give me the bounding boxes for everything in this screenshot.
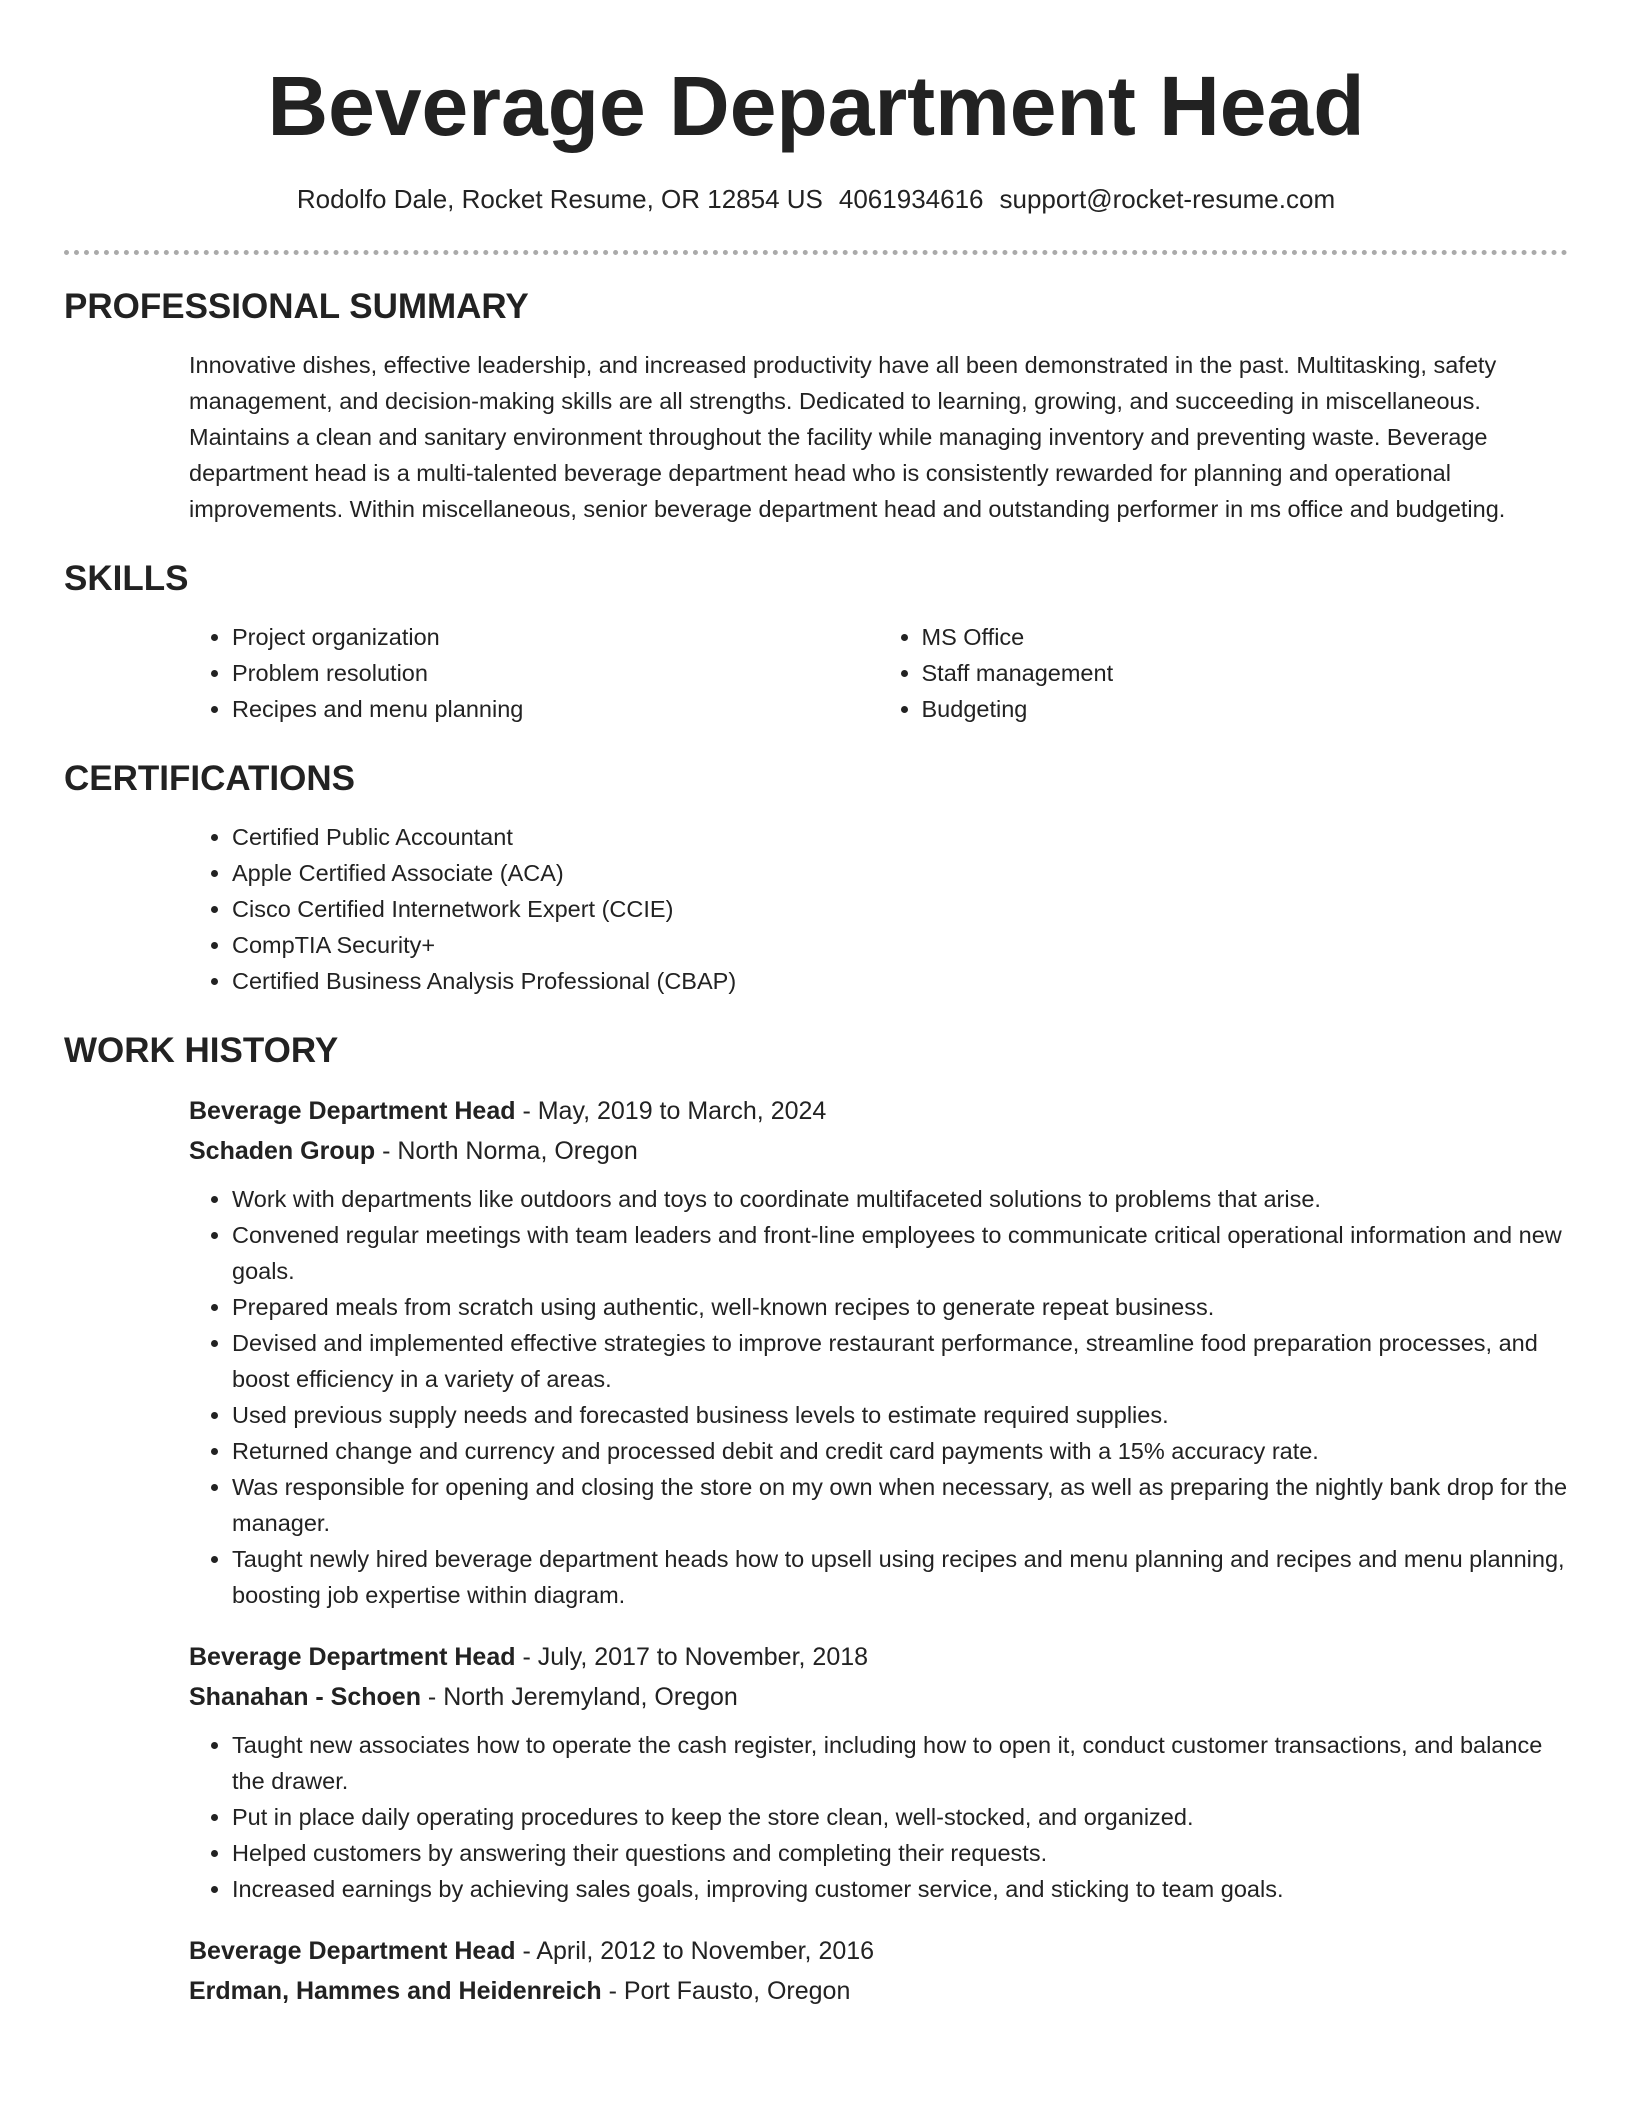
job-company-line	[189, 1971, 1568, 2011]
job-bullet: • Increased earnings by achieving sales goals, improving customer service, and sticking to team goals.	[232, 1871, 1568, 1907]
contact-line	[64, 182, 1568, 216]
job-bullet: • Put in place daily operating procedures to keep the store clean, well-stocked, and organized.	[232, 1799, 1568, 1835]
summary-text: Innovative dishes, effective leadership, and increased productivity have all been demonstrated in the past. Multitasking, safety management, and decision-making skills are all strengths. Dedicated to learning, growing, and succeeding in miscellaneous. Maintains a clean and sanitary environment throughout the facility while managing inventory and preventing waste. Beverage department head is a multi-talented beverage department head who is consistently rewarded for planning and operational improvements. Within miscellaneous, senior beverage department head and outstanding performer in ms office and budgeting.	[189, 352, 1506, 522]
job-bullet: • Devised and implemented effective strategies to improve restaurant performance, streamline food preparation processes, and boost efficiency in a variety of areas.	[232, 1325, 1568, 1397]
job-entry	[189, 1637, 1568, 1907]
contact-address: Rodolfo Dale, Rocket Resume, OR 12854 US	[296, 184, 823, 214]
job-company: Erdman, Hammes and Heidenreich	[189, 1977, 602, 2005]
contact-email: support@rocket-resume.com	[999, 184, 1336, 214]
skills-body	[64, 619, 1568, 727]
resume-title: Beverage Department Head	[267, 59, 1365, 153]
summary-body	[64, 347, 1568, 527]
job-bullets	[189, 1181, 1568, 1613]
skill-item: • Project organization	[232, 619, 879, 655]
certifications-section	[64, 757, 1568, 999]
skills-section	[64, 557, 1568, 727]
certifications-heading: CERTIFICATIONS	[64, 759, 356, 798]
job-company: Schaden Group	[189, 1137, 376, 1165]
job-company-line	[189, 1131, 1568, 1171]
skills-heading: SKILLS	[64, 559, 189, 598]
job-entry	[189, 1931, 1568, 2011]
certification-item: • Cisco Certified Internetwork Expert (CCIE)	[232, 891, 1568, 927]
job-bullet: • Work with departments like outdoors and toys to coordinate multifaceted solutions to problems that arise.	[232, 1181, 1568, 1217]
job-dates: - July, 2017 to November, 2018	[515, 1643, 869, 1671]
resume-header	[64, 0, 1568, 216]
skill-item: • MS Office	[922, 619, 1569, 655]
job-bullet: • Taught newly hired beverage department heads how to upsell using recipes and menu planning and recipes and menu planning, boosting job expertise within diagram.	[232, 1541, 1568, 1613]
job-title: Beverage Department Head	[189, 1937, 516, 1965]
job-bullet: • Returned change and currency and processed debit and credit card payments with a 15% accuracy rate.	[232, 1433, 1568, 1469]
skills-list-right	[879, 619, 1569, 727]
job-title-line	[189, 1091, 1568, 1131]
certification-item: • Certified Business Analysis Professional (CBAP)	[232, 963, 1568, 999]
job-entry	[189, 1091, 1568, 1613]
job-bullet: • Was responsible for opening and closing the store on my own when necessary, as well as preparing the nightly bank drop for the manager.	[232, 1469, 1568, 1541]
certification-item: • Certified Public Accountant	[232, 819, 1568, 855]
job-bullet: • Used previous supply needs and forecasted business levels to estimate required supplies.	[232, 1397, 1568, 1433]
skills-list-left	[189, 619, 879, 727]
job-location: - North Norma, Oregon	[375, 1137, 638, 1165]
job-company: Shanahan - Schoen	[189, 1683, 421, 1711]
skill-item: • Staff management	[922, 655, 1569, 691]
certifications-list	[189, 819, 1568, 999]
skill-item: • Budgeting	[922, 691, 1569, 727]
certification-item: • CompTIA Security+	[232, 927, 1568, 963]
work-history-heading: WORK HISTORY	[64, 1031, 339, 1070]
job-bullets	[189, 1727, 1568, 1907]
job-dates: - April, 2012 to November, 2016	[515, 1937, 875, 1965]
skill-item: • Recipes and menu planning	[232, 691, 879, 727]
skill-item: • Problem resolution	[232, 655, 879, 691]
job-location: - Port Fausto, Oregon	[601, 1977, 851, 2005]
job-bullet: • Convened regular meetings with team leaders and front-line employees to communicate critical operational information and new goals.	[232, 1217, 1568, 1289]
summary-section	[64, 285, 1568, 527]
job-company-line	[189, 1677, 1568, 1717]
contact-phone: 4061934616	[838, 184, 984, 214]
job-bullet: • Helped customers by answering their questions and completing their requests.	[232, 1835, 1568, 1871]
summary-heading: PROFESSIONAL SUMMARY	[64, 287, 529, 326]
certification-item: • Apple Certified Associate (ACA)	[232, 855, 1568, 891]
job-bullet: • Prepared meals from scratch using authentic, well-known recipes to generate repeat business.	[232, 1289, 1568, 1325]
job-title-line	[189, 1637, 1568, 1677]
work-history-section	[64, 1029, 1568, 2011]
job-dates: - May, 2019 to March, 2024	[515, 1097, 827, 1125]
certifications-body	[64, 819, 1568, 999]
header-divider	[64, 250, 1568, 255]
job-title-line	[189, 1931, 1568, 1971]
work-history-body	[64, 1091, 1568, 2011]
job-bullet: • Taught new associates how to operate the cash register, including how to open it, conduct customer transactions, and balance the drawer.	[232, 1727, 1568, 1799]
job-location: - North Jeremyland, Oregon	[420, 1683, 738, 1711]
job-title: Beverage Department Head	[189, 1097, 516, 1125]
job-title: Beverage Department Head	[189, 1643, 516, 1671]
